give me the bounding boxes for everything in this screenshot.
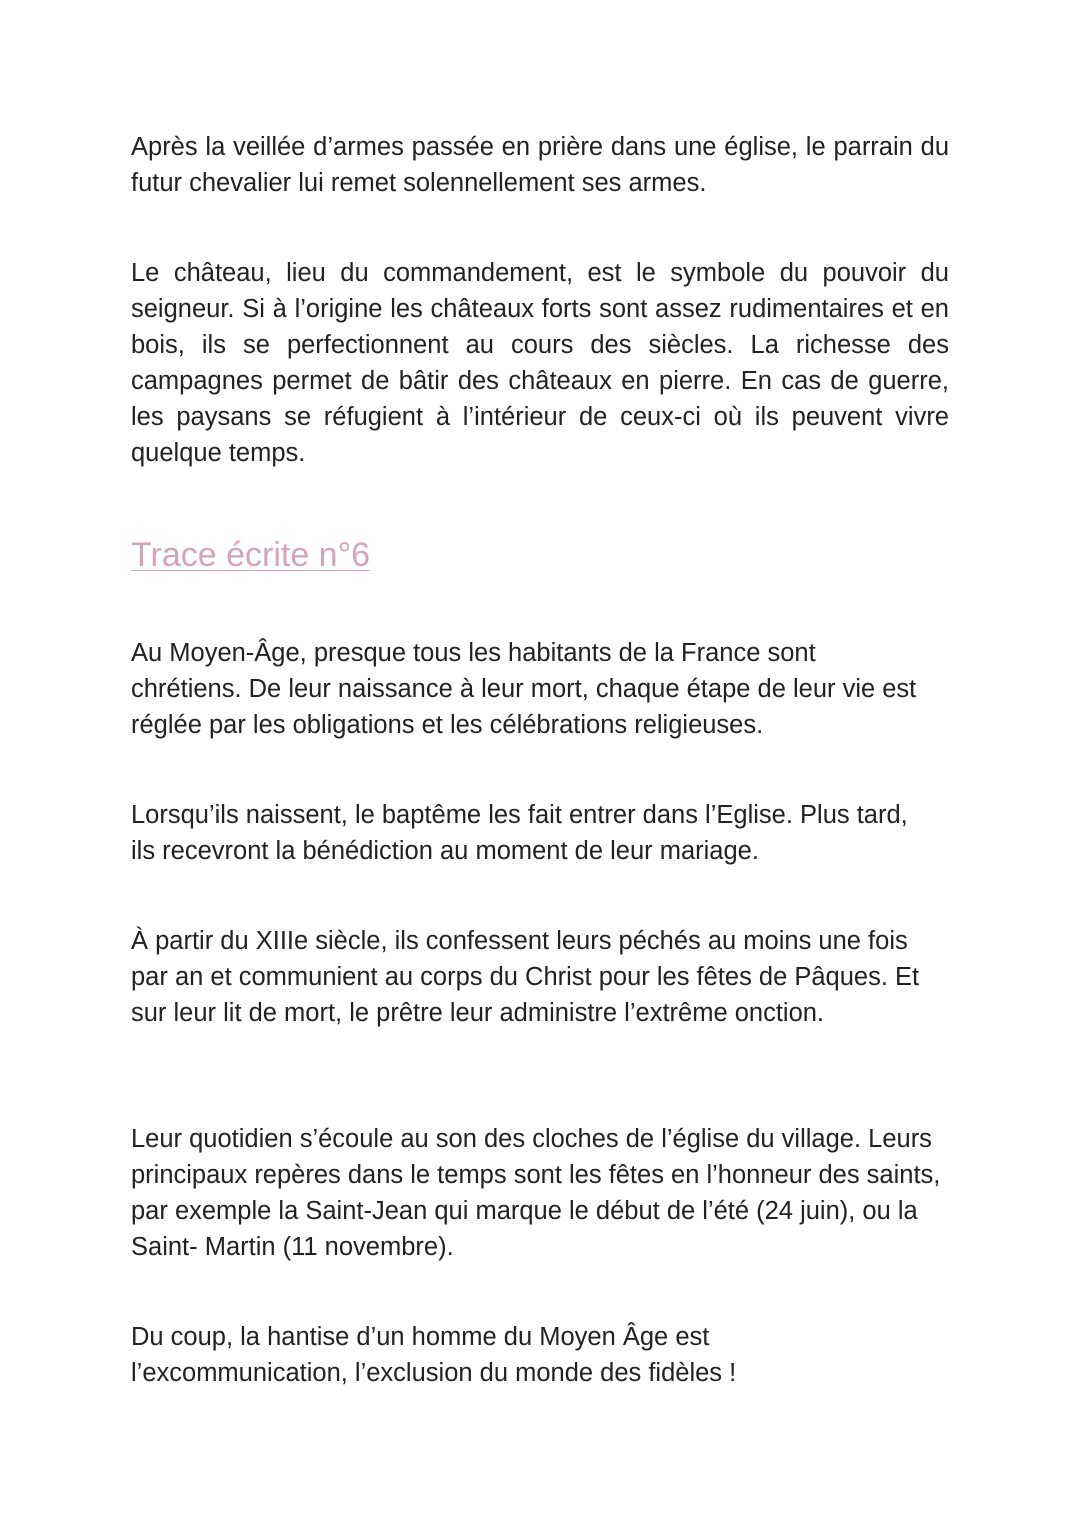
section-heading: Trace écrite n°6	[131, 536, 371, 574]
paragraph-chretiens: Au Moyen-Âge, presque tous les habitants de la France sont chrétiens. De leur naissance à leur mort, chaque étape de leur vie est réglée par les obligations et les célébrations religieuses.	[131, 639, 917, 739]
paragraph-veillee-armes: Après la veillée d’armes passée en prière dans une église, le parrain du futur chevalier lui remet solennellement ses armes.	[131, 133, 949, 197]
paragraph-bapteme: Lorsqu’ils naissent, le baptême les fait entrer dans l’Eglise. Plus tard, ils recevront la bénédiction au moment de leur mariage.	[131, 801, 908, 865]
paragraph-chateau: Le château, lieu du commandement, est le symbole du pouvoir du seigneur. Si à l’origine les châteaux forts sont assez rudimentaires et en bois, ils se perfectionnent au cours des siècles. La richesse des campagnes permet de bâtir des châteaux en pierre. En cas de guerre, les paysans se réfugient à l’intérieur de ceux-ci où ils peuvent vivre quelque temps.	[131, 259, 949, 467]
paragraph-quotidien: Leur quotidien s’écoule au son des cloches de l’église du village. Leurs principaux repères dans le temps sont les fêtes en l’honneur des saints, par exemple la Saint-Jean qui marque le début de l’été (24 juin), ou la Saint- Martin (11 novembre).	[131, 1125, 941, 1261]
paragraph-confession: À partir du XIIIe siècle, ils confessent leurs péchés au moins une fois par an et communient au corps du Christ pour les fêtes de Pâques. Et sur leur lit de mort, le prêtre leur administre l’extrême onction.	[131, 927, 920, 1027]
paragraph-excommunication: Du coup, la hantise d’un homme du Moyen Âge est l’excommunication, l’exclusion du monde des fidèles !	[131, 1323, 737, 1387]
